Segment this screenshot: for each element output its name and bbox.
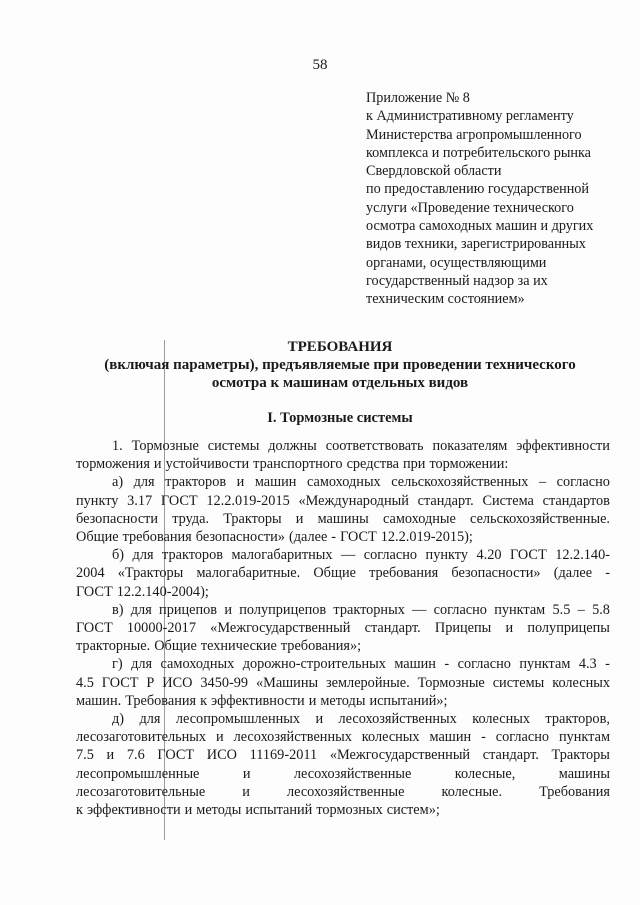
word: 5.5: [552, 601, 571, 618]
word: Общие: [154, 638, 197, 655]
word: системы: [207, 438, 260, 454]
word: машин: [429, 729, 472, 746]
word: Р: [146, 674, 155, 691]
word: устойчивости: [165, 456, 250, 473]
word: 7.6: [126, 747, 145, 764]
text-line: [76, 492, 610, 510]
word: требования: [122, 529, 192, 546]
word: Тормозные: [131, 438, 199, 454]
word: и: [315, 711, 324, 728]
word: -: [605, 656, 610, 673]
word: тракторов: [165, 474, 227, 491]
document-subtitle-line: (включая параметры), предъявляемые при проведении технического: [104, 357, 576, 373]
text-line: [76, 765, 610, 783]
word: соответствовать: [325, 438, 424, 454]
word: лесохозяйственные: [293, 765, 412, 782]
word: пунктам: [558, 729, 610, 746]
annex-line: Приложение № 8: [366, 90, 470, 106]
text-line: [76, 510, 610, 528]
word: полуприцепов: [239, 601, 327, 618]
word: «Межгосударственный: [329, 747, 471, 764]
annex-line: к Административному регламенту: [366, 108, 574, 125]
word: малогабаритные.: [196, 565, 301, 582]
text-line: [76, 801, 610, 819]
word: 10000-2017: [126, 620, 196, 637]
annex-line: органами, осуществляющими: [366, 254, 547, 271]
word: Система: [482, 492, 534, 509]
word: согласно: [495, 729, 550, 746]
text-line: [76, 528, 610, 546]
word: 7.5: [76, 747, 94, 764]
word: торможения: [76, 456, 150, 473]
word: машин.: [76, 692, 122, 709]
word: безопасности»: [451, 565, 541, 582]
word: «Тракторы: [117, 565, 184, 582]
annex-line: видов техники, зарегистрированных: [366, 236, 586, 253]
annex-line: государственный надзор за их: [366, 272, 548, 289]
text-line: [76, 746, 610, 764]
word: 4.20: [476, 547, 502, 564]
word: полуприцепы: [527, 620, 610, 637]
word: 2004: [76, 565, 105, 582]
word: колесных: [472, 711, 530, 728]
word: тормозных: [316, 802, 383, 819]
word: б): [112, 547, 125, 564]
text-line: [76, 473, 610, 491]
word: для: [131, 656, 153, 673]
word: Требования: [125, 692, 197, 709]
word: пунктам: [494, 601, 546, 618]
word: малогабаритных: [231, 547, 333, 564]
text-line: [76, 710, 610, 728]
body-text: [76, 437, 610, 819]
annex-line: услуги «Проведение технического: [366, 199, 574, 216]
page-number: 58: [312, 57, 328, 73]
word: сельскохозяйственных: [391, 474, 529, 491]
word: —: [340, 547, 356, 564]
word: должны: [268, 438, 317, 454]
word: тракторов: [162, 547, 223, 564]
word: Общие: [313, 565, 356, 582]
word: колесные.: [441, 783, 503, 800]
word: испытаний: [245, 802, 313, 819]
word: и: [153, 456, 162, 473]
word: самоходных: [160, 656, 235, 673]
word: и: [295, 510, 304, 527]
word: к: [200, 692, 208, 709]
word: ГОСТ: [160, 492, 198, 509]
word: «Межгосударственный: [210, 620, 351, 637]
word: ГОСТ: [510, 547, 547, 564]
word: 11169-2011: [249, 747, 318, 764]
annex-line: техническим состоянием»: [366, 291, 525, 308]
text-line: [76, 583, 610, 601]
word: лесопромышленных: [175, 711, 301, 728]
word: г): [112, 656, 123, 673]
word: транспортного: [253, 456, 343, 473]
word: в): [112, 601, 124, 618]
word: –: [577, 601, 585, 618]
word: и: [236, 474, 245, 491]
word: лесозаготовительных: [76, 729, 207, 746]
word: согласно: [363, 547, 418, 564]
word: средства: [346, 456, 399, 473]
word: д): [112, 711, 125, 728]
word: ГОСТ: [340, 529, 377, 546]
word: показателям: [432, 438, 508, 454]
word: для: [132, 547, 154, 564]
section-title: I. Тормозные системы: [267, 410, 413, 426]
word: ГОСТ: [76, 583, 113, 600]
word: ИСО: [206, 747, 237, 764]
text-line: [76, 783, 610, 801]
word: ГОСТ: [76, 620, 113, 637]
word: лесохозяйственных: [338, 711, 457, 728]
word: технические: [200, 638, 277, 655]
word: (далее: [553, 565, 593, 582]
word: 4.3: [578, 656, 597, 673]
word: (далее: [288, 529, 328, 546]
word: и: [308, 692, 317, 709]
word: лесозаготовительные: [76, 783, 206, 800]
word: и: [106, 747, 115, 764]
word: –: [538, 474, 547, 491]
word: 1.: [112, 438, 123, 454]
document-subtitle-line: осмотра к машинам отдельных видов: [211, 375, 469, 391]
word: прицепов: [159, 601, 218, 618]
text-line: [76, 674, 610, 692]
text-line: [76, 564, 610, 582]
word: к: [76, 802, 83, 819]
word: Общие: [76, 529, 119, 546]
word: колесных: [552, 674, 610, 691]
word: стандарт.: [364, 620, 421, 637]
word: Тракторы: [223, 510, 282, 527]
word: и: [242, 783, 250, 800]
word: дорожно-строительных: [242, 656, 386, 673]
text-line: [76, 546, 610, 564]
word: эффективности: [516, 438, 610, 454]
annex-line: Министерства агропромышленного: [366, 126, 582, 143]
word: Тракторы: [551, 747, 610, 764]
word: самоходных: [306, 474, 381, 491]
word: пунктам: [519, 656, 571, 673]
text-line: [76, 637, 610, 655]
word: Тормозные: [417, 674, 485, 691]
word: колесных: [361, 729, 420, 746]
annex-line: осмотра самоходных машин и других: [366, 218, 594, 235]
word: сельскохозяйственные.: [470, 510, 610, 527]
word: 12.2.140-2004);: [116, 583, 209, 600]
word: при: [403, 456, 426, 473]
word: испытаний»;: [369, 692, 448, 709]
word: ГОСТ: [157, 747, 195, 764]
word: машин: [394, 656, 436, 673]
word: -: [481, 729, 486, 746]
word: для: [139, 711, 161, 728]
word: Прицепы: [434, 620, 492, 637]
word: -: [444, 656, 450, 673]
word: методы: [196, 802, 242, 819]
word: ГОСТ: [101, 674, 139, 691]
word: труда.: [172, 510, 210, 527]
word: тракторов,: [545, 711, 610, 728]
word: Требования: [539, 783, 610, 800]
word: и: [224, 601, 232, 618]
word: «Международный: [298, 492, 409, 509]
text-line: [76, 728, 610, 746]
word: 12.2.019-2015);: [380, 529, 473, 546]
word: пункту: [76, 492, 119, 509]
annex-line: комплекса и потребительского рынка: [366, 144, 591, 161]
word: 3.17: [127, 492, 153, 509]
word: требования: [369, 565, 439, 582]
word: и: [242, 765, 251, 782]
text-line: [76, 437, 610, 455]
word: —: [412, 601, 427, 618]
word: тракторных: [333, 601, 405, 618]
word: систем»;: [386, 802, 440, 819]
word: пункту: [425, 547, 468, 564]
word: самоходные: [382, 510, 456, 527]
text-line: [76, 455, 610, 473]
word: требования»;: [280, 638, 362, 655]
word: и: [216, 729, 224, 746]
word: эффективности: [211, 692, 305, 709]
word: 12.2.140-: [555, 547, 610, 564]
word: 3450-99: [200, 674, 249, 691]
word: безопасности: [76, 510, 159, 527]
word: тракторные.: [76, 638, 151, 655]
word: согласно: [433, 601, 487, 618]
word: согласно: [457, 656, 511, 673]
annex-line: по предоставлению государственной: [366, 181, 589, 198]
word: машин: [254, 474, 297, 491]
word: системы: [492, 674, 545, 691]
word: для: [133, 474, 155, 491]
word: стандарт.: [417, 492, 474, 509]
annex-line: Свердловской области: [366, 163, 502, 180]
annex-block: [366, 89, 626, 309]
word: 12.2.019-2015: [206, 492, 290, 509]
word: ИСО: [162, 674, 193, 691]
word: для: [130, 601, 152, 618]
word: эффективности: [86, 802, 181, 819]
text-line: [76, 692, 610, 710]
word: стандарт.: [482, 747, 539, 764]
word: безопасности»: [195, 529, 285, 546]
text-line: [76, 655, 610, 673]
word: «Машины: [255, 674, 319, 691]
document-title: ТРЕБОВАНИЯ: [287, 339, 393, 355]
word: стандартов: [542, 492, 610, 509]
word: и: [184, 802, 193, 819]
word: лесохозяйственные: [286, 783, 405, 800]
word: колесные,: [454, 765, 516, 782]
word: 4.5: [76, 674, 94, 691]
word: торможении:: [429, 456, 509, 473]
word: 5.8: [592, 601, 610, 618]
text-line: [76, 619, 610, 637]
word: -: [605, 565, 610, 582]
word: и: [505, 620, 514, 637]
word: лесопромышленные: [76, 765, 200, 782]
word: землеройные.: [326, 674, 410, 691]
word: лесохозяйственных: [233, 729, 352, 746]
word: -: [331, 529, 337, 546]
text-line: [76, 601, 610, 619]
word: методы: [320, 692, 366, 709]
word: согласно: [556, 474, 610, 491]
word: машины: [317, 510, 369, 527]
word: машины: [558, 765, 610, 782]
word: а): [112, 474, 124, 491]
